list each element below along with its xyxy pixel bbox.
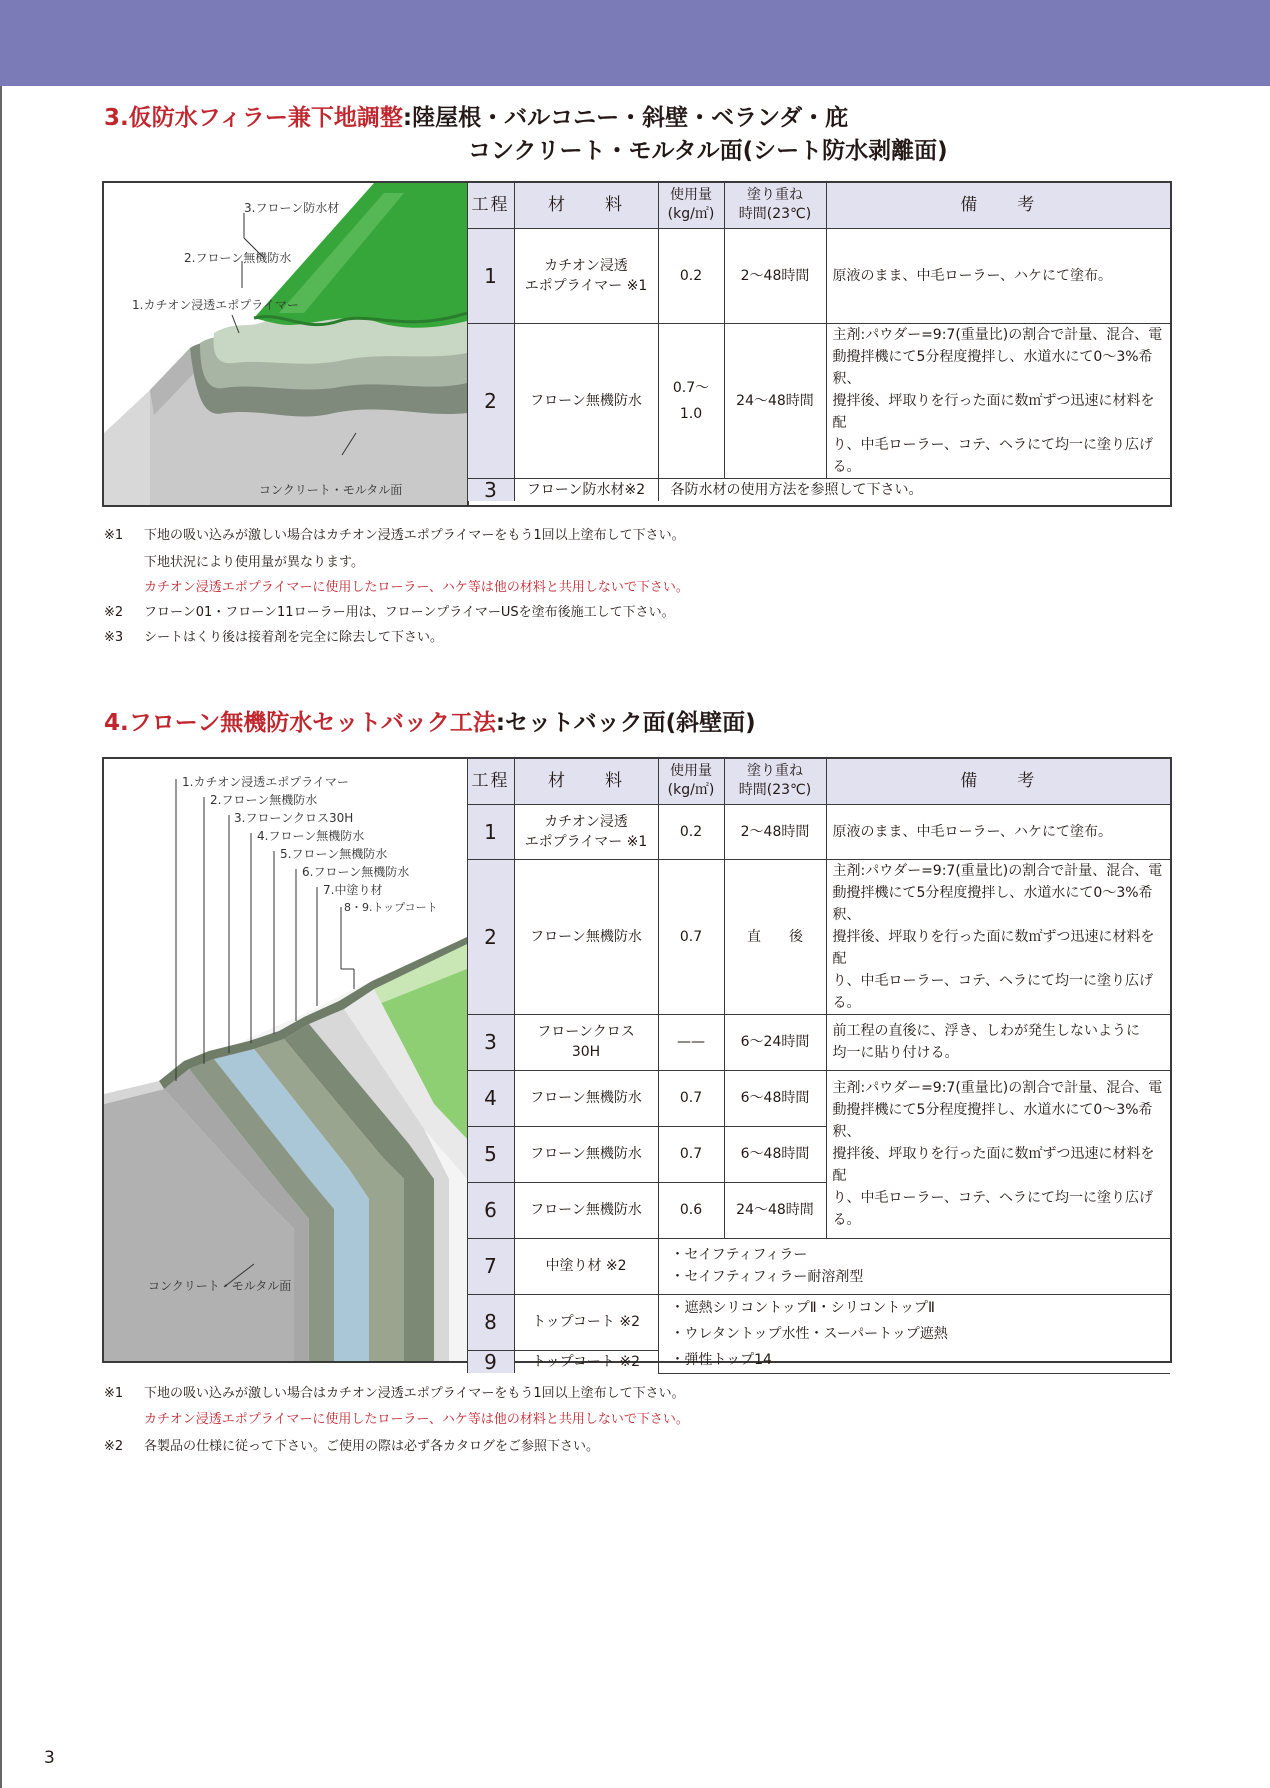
material-cell: カチオン浸透 エポプライマー ※1 (514, 804, 658, 859)
header-step: 工程 (467, 183, 514, 228)
remarks-cell: 原液のまま、中毛ローラー、ハケにて塗布。 (826, 228, 1170, 323)
section4-label-substrate: コンクリート・モルタル面 (148, 1279, 292, 1293)
remarks-cell: 主剤:パウダー=9:7(重量比)の割合で計量、混合、電 動攪拌機にて5分程度攪拌し、水道水にて0〜3%希釈、 攪拌後、坪取りを行った面に数㎡ずつ迅速に材料を配 り、中毛ローラー、コテ、ヘラにて均一に塗り広げる。 (826, 323, 1170, 478)
material-cell: フローン無機防水 (514, 1182, 658, 1238)
material-cell: フローン無機防水 (514, 859, 658, 1014)
usage-cell: 0.7 (658, 1126, 724, 1182)
step-cell: 7 (467, 1238, 514, 1294)
step-cell: 3 (467, 1014, 514, 1070)
header-material: 材 料 (514, 183, 658, 228)
section4-title-rest: :セットバック面(斜壁面) (495, 710, 756, 736)
section4-label-layer2: 2.フローン無機防水 (210, 793, 318, 807)
material-cell: フローン無機防水 (514, 1070, 658, 1126)
section3-layer-diagram (104, 183, 467, 505)
usage-cell: 0.7 (658, 859, 724, 1014)
remarks-cell: ・セイフティフィラー ・セイフティフィラー耐溶剤型 (658, 1238, 1170, 1294)
usage-cell: 0.7 (658, 1070, 724, 1126)
material-cell: フローン無機防水 (514, 323, 658, 478)
table-row (467, 804, 1170, 859)
section3-spec-table (467, 183, 1171, 501)
interval-cell: 24〜48時間 (724, 323, 826, 478)
step-cell: 4 (467, 1070, 514, 1126)
section4-label-layer1: 1.カチオン浸透エポプライマー (182, 775, 349, 789)
header-remarks: 備 考 (826, 183, 1170, 228)
interval-cell: 直 後 (724, 859, 826, 1014)
section4-title-number: 4.フローン無機防水セットバック工法 (104, 710, 496, 736)
remarks-cell-merged: ・遮熱シリコントップⅡ・シリコントップⅡ ・ウレタントップ水性・スーパートップ遮熱 ・弾性トップ14 (658, 1294, 1170, 1373)
header-interval: 塗り重ね 時間(23℃) (724, 183, 826, 228)
usage-cell: —— (658, 1014, 724, 1070)
page-number: 3 (44, 1748, 55, 1768)
table-row (467, 478, 1170, 501)
usage-cell: 0.2 (658, 804, 724, 859)
section3-panel (102, 181, 1172, 507)
section3-title-rest: :陸屋根・バルコニー・斜壁・ベランダ・庇 (402, 105, 849, 131)
interval-cell: 6〜48時間 (724, 1070, 826, 1126)
section3-label-layer2: 2.フローン無機防水 (184, 251, 292, 265)
header-step: 工程 (467, 759, 514, 804)
section3-illustration (104, 183, 469, 505)
remarks-cell: 主剤:パウダー=9:7(重量比)の割合で計量、混合、電 動攪拌機にて5分程度攪拌し、水道水にて0〜3%希釈、 攪拌後、坪取りを行った面に数㎡ずつ迅速に材料を配 り、中毛ローラー、コテ、ヘラにて均一に塗り広げる。 (826, 859, 1170, 1014)
material-cell: トップコート ※2 (514, 1350, 658, 1373)
material-cell: カチオン浸透 エポプライマー ※1 (514, 228, 658, 323)
step-cell: 9 (467, 1350, 514, 1373)
table-row (467, 1294, 1170, 1350)
remarks-cell: 原液のまま、中毛ローラー、ハケにて塗布。 (826, 804, 1170, 859)
section4-title (104, 707, 756, 739)
usage-cell: 0.2 (658, 228, 724, 323)
table-header-row (467, 183, 1170, 228)
table-row (467, 1014, 1170, 1070)
remarks-cell-merged: 主剤:パウダー=9:7(重量比)の割合で計量、混合、電 動攪拌機にて5分程度攪拌し、水道水にて0〜3%希釈、 攪拌後、坪取りを行った面に数㎡ずつ迅速に材料を配 り、中毛ローラー、コテ、ヘラにて均一に塗り広げる。 (826, 1070, 1170, 1238)
section4-label-layer6: 6.フローン無機防水 (302, 865, 410, 879)
step-cell: 1 (467, 804, 514, 859)
material-cell: トップコート ※2 (514, 1294, 658, 1350)
material-cell: フローンクロス 30H (514, 1014, 658, 1070)
step-cell: 6 (467, 1182, 514, 1238)
section3-title-line1 (104, 102, 848, 134)
step-cell: 5 (467, 1126, 514, 1182)
section3-title-number: 3.仮防水フィラー兼下地調整 (104, 105, 403, 131)
step-cell: 3 (467, 478, 514, 501)
header-usage: 使用量 (kg/㎡) (658, 759, 724, 804)
material-cell: 中塗り材 ※2 (514, 1238, 658, 1294)
section3-title-line2: コンクリート・モルタル面(シート防水剥離面) (468, 138, 948, 164)
section4-illustration (104, 759, 469, 1361)
step-cell: 2 (467, 859, 514, 1014)
table-header-row (467, 759, 1170, 804)
header-remarks: 備 考 (826, 759, 1170, 804)
table-row (467, 1070, 1170, 1126)
table-row (467, 323, 1170, 478)
page-left-rule (0, 86, 2, 1788)
section4-label-layer7: 7.中塗り材 (323, 883, 383, 897)
interval-cell: 24〜48時間 (724, 1182, 826, 1238)
remarks-cell: 前工程の直後に、浮き、しわが発生しないように 均一に貼り付ける。 (826, 1014, 1170, 1070)
usage-cell: 0.6 (658, 1182, 724, 1238)
section3-label-layer1: 1.カチオン浸透エポプライマー (132, 298, 299, 312)
section3-label-substrate: コンクリート・モルタル面 (259, 483, 403, 497)
usage-cell: 0.7〜 1.0 (658, 323, 724, 478)
header-material: 材 料 (514, 759, 658, 804)
header-usage: 使用量 (kg/㎡) (658, 183, 724, 228)
remarks-cell: 各防水材の使用方法を参照して下さい。 (658, 478, 1170, 501)
material-cell: フローン無機防水 (514, 1126, 658, 1182)
material-cell: フローン防水材※2 (514, 478, 658, 501)
interval-cell: 2〜48時間 (724, 804, 826, 859)
table-row (467, 859, 1170, 1014)
interval-cell: 6〜48時間 (724, 1126, 826, 1182)
section4-label-layer89: 8・9.トップコート (344, 901, 438, 914)
section4-label-layer4: 4.フローン無機防水 (257, 829, 365, 843)
header-interval: 塗り重ね 時間(23℃) (724, 759, 826, 804)
section4-spec-table (467, 759, 1171, 1374)
section4-panel (102, 757, 1172, 1374)
step-cell: 1 (467, 228, 514, 323)
interval-cell: 2〜48時間 (724, 228, 826, 323)
interval-cell: 6〜24時間 (724, 1014, 826, 1070)
step-cell: 2 (467, 323, 514, 478)
step-cell: 8 (467, 1294, 514, 1350)
table-row (467, 1238, 1170, 1294)
table-row (467, 228, 1170, 323)
section4-label-layer5: 5.フローン無機防水 (280, 847, 388, 861)
section4-label-layer3: 3.フローンクロス30H (234, 811, 354, 825)
header-band (0, 0, 1270, 86)
section3-label-layer3: 3.フローン防水材 (244, 201, 340, 215)
